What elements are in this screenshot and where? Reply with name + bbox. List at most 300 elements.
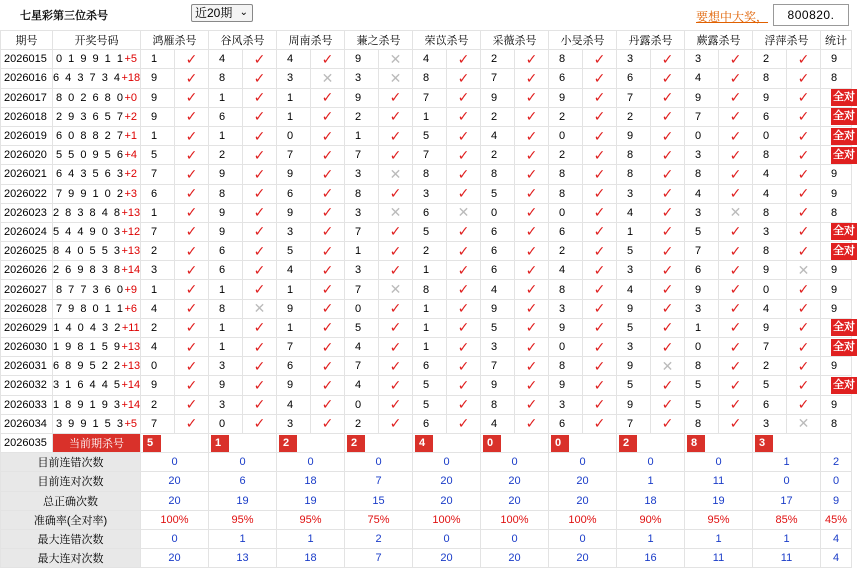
kill-number-badge: 0 [483, 435, 501, 452]
check-icon: ✓ [729, 108, 742, 125]
result-cell [243, 69, 277, 88]
check-icon: ✓ [457, 146, 470, 163]
result-cell [651, 50, 685, 69]
result-cell [447, 146, 481, 165]
kill-number-cell: 3 [753, 414, 787, 433]
kill-number-cell: 3 [209, 357, 243, 376]
check-icon: ✓ [797, 69, 810, 86]
check-icon: ✓ [253, 50, 266, 67]
table-row [1, 395, 852, 414]
result-cell [719, 338, 753, 357]
check-icon: ✓ [661, 165, 674, 182]
draw-sum: +18 [121, 72, 141, 85]
draw-number-cell [53, 88, 141, 107]
result-cell [787, 357, 821, 376]
column-header: 浮萍杀号 [753, 31, 821, 50]
result-cell [379, 318, 413, 337]
result-cell [515, 222, 549, 241]
check-icon: ✓ [797, 185, 810, 202]
all-correct-badge: 全对 [831, 128, 857, 145]
table-row [1, 69, 852, 88]
stats-label: 准确率(全对率) [1, 510, 141, 529]
result-cell [515, 165, 549, 184]
check-icon: ✓ [321, 108, 334, 125]
result-cell [243, 222, 277, 241]
result-cell [447, 203, 481, 222]
result-cell [311, 280, 345, 299]
kill-number-cell: 1 [413, 338, 447, 357]
result-cell [515, 88, 549, 107]
check-icon: ✓ [253, 165, 266, 182]
kill-number-cell: 3 [685, 146, 719, 165]
result-cell [311, 88, 345, 107]
result-cell [175, 184, 209, 203]
kill-number-cell: 3 [753, 222, 787, 241]
stat-cell: 9 [821, 50, 852, 69]
result-cell [583, 357, 617, 376]
kill-number-cell: 3 [685, 203, 719, 222]
result-cell [243, 146, 277, 165]
stats-total: 0 [821, 472, 852, 491]
table-row [1, 338, 852, 357]
current-stat-cell [821, 433, 852, 452]
result-cell [243, 318, 277, 337]
stats-label: 目前连错次数 [1, 453, 141, 472]
stat-cell [821, 376, 855, 395]
result-cell [651, 165, 685, 184]
period-cell: 2026034 [1, 414, 53, 433]
result-cell [583, 107, 617, 126]
result-cell [175, 88, 209, 107]
draw-number-cell [53, 299, 141, 318]
kill-number-cell: 5 [617, 318, 651, 337]
stats-value: 6 [209, 472, 277, 491]
kill-number-cell: 4 [481, 126, 515, 145]
result-cell [719, 50, 753, 69]
result-cell [447, 357, 481, 376]
kill-number-cell: 3 [345, 203, 379, 222]
current-kill-cell [617, 433, 685, 452]
cross-icon: ✕ [729, 204, 742, 221]
stats-label: 总正确次数 [1, 491, 141, 510]
check-icon: ✓ [525, 396, 538, 413]
result-cell [515, 299, 549, 318]
result-cell [719, 299, 753, 318]
kill-number-cell: 9 [617, 299, 651, 318]
stats-value: 20 [141, 491, 209, 510]
table-row [1, 280, 852, 299]
stats-value: 0 [685, 453, 753, 472]
check-icon: ✓ [321, 165, 334, 182]
result-cell [243, 261, 277, 280]
result-cell [379, 88, 413, 107]
check-icon: ✓ [797, 50, 810, 67]
kill-number-cell: 4 [549, 261, 583, 280]
result-cell [583, 376, 617, 395]
kill-number-cell: 3 [685, 50, 719, 69]
current-kill-cell [209, 433, 277, 452]
check-icon: ✓ [797, 300, 810, 317]
kill-number-cell: 0 [549, 126, 583, 145]
check-icon: ✓ [593, 185, 606, 202]
kill-number-cell: 2 [141, 242, 175, 261]
result-cell [787, 184, 821, 203]
period-select[interactable] [191, 4, 253, 22]
check-icon: ✓ [321, 415, 334, 432]
check-icon: ✓ [185, 223, 198, 240]
result-cell [447, 338, 481, 357]
result-cell [311, 184, 345, 203]
check-icon: ✓ [389, 376, 402, 393]
result-cell [379, 184, 413, 203]
result-cell [651, 338, 685, 357]
stat-cell: 9 [821, 395, 852, 414]
kill-number-cell: 0 [549, 338, 583, 357]
check-icon: ✓ [185, 146, 198, 163]
check-icon: ✓ [321, 146, 334, 163]
check-icon: ✓ [253, 357, 266, 374]
table-row [1, 318, 852, 337]
check-icon: ✓ [185, 300, 198, 317]
check-icon: ✓ [525, 146, 538, 163]
stats-value: 100% [481, 510, 549, 529]
kill-number-cell: 0 [141, 357, 175, 376]
draw-number-cell [53, 280, 141, 299]
result-cell [379, 222, 413, 241]
check-icon: ✓ [185, 165, 198, 182]
check-icon: ✓ [729, 50, 742, 67]
kill-number-cell: 7 [413, 146, 447, 165]
check-icon: ✓ [593, 319, 606, 336]
check-icon: ✓ [321, 50, 334, 67]
stats-value: 0 [209, 453, 277, 472]
check-icon: ✓ [321, 223, 334, 240]
check-icon: ✓ [593, 338, 606, 355]
stats-value: 90% [617, 510, 685, 529]
kill-number-cell: 5 [413, 126, 447, 145]
column-header: 采薇杀号 [481, 31, 549, 50]
draw-sum: +2 [124, 168, 138, 181]
kill-number-cell: 3 [617, 184, 651, 203]
kill-number-cell: 1 [277, 88, 311, 107]
kill-number-cell: 9 [549, 376, 583, 395]
result-cell [311, 395, 345, 414]
kill-number-cell: 6 [413, 357, 447, 376]
current-kill-cell [685, 433, 753, 452]
table-row [1, 126, 852, 145]
check-icon: ✓ [797, 223, 810, 240]
result-cell [311, 261, 345, 280]
check-icon: ✓ [457, 69, 470, 86]
kill-number-cell: 7 [141, 165, 175, 184]
check-icon: ✓ [185, 185, 198, 202]
result-cell [311, 50, 345, 69]
kill-number-cell: 8 [753, 69, 787, 88]
result-cell [175, 376, 209, 395]
kill-number-cell: 6 [481, 261, 515, 280]
stats-value: 15 [345, 491, 413, 510]
check-icon: ✓ [729, 396, 742, 413]
result-cell [515, 318, 549, 337]
kill-number-cell: 4 [141, 299, 175, 318]
check-icon: ✓ [457, 185, 470, 202]
stats-value: 1 [617, 529, 685, 548]
stat-cell [821, 338, 855, 357]
stats-total: 4 [821, 529, 852, 548]
check-icon: ✓ [797, 396, 810, 413]
column-header: 鸿雁杀号 [141, 31, 209, 50]
kill-number-cell: 0 [481, 203, 515, 222]
result-cell [651, 203, 685, 222]
check-icon: ✓ [389, 396, 402, 413]
kill-number-badge: 2 [347, 435, 365, 452]
kill-number-cell: 2 [413, 242, 447, 261]
draw-number-cell [53, 414, 141, 433]
result-cell [583, 414, 617, 433]
kill-number-cell: 4 [345, 376, 379, 395]
check-icon: ✓ [389, 319, 402, 336]
kill-number-badge: 8 [687, 435, 705, 452]
kill-number-badge: 2 [619, 435, 637, 452]
stats-row [1, 453, 852, 472]
draw-sum: +14 [121, 398, 141, 411]
period-cell: 2026033 [1, 395, 53, 414]
table-row [1, 165, 852, 184]
result-cell [719, 376, 753, 395]
draw-digits: 2 9 3 6 5 7 [55, 110, 125, 123]
check-icon: ✓ [661, 89, 674, 106]
check-icon: ✓ [661, 281, 674, 298]
result-cell [175, 107, 209, 126]
column-header: 荣苡杀号 [413, 31, 481, 50]
period-cell: 2026021 [1, 165, 53, 184]
promo-link[interactable]: 要想中大奖， [696, 10, 769, 24]
result-cell [651, 222, 685, 241]
kill-number-cell: 7 [345, 146, 379, 165]
stats-total: 9 [821, 491, 852, 510]
kill-number-cell: 1 [209, 338, 243, 357]
check-icon: ✓ [185, 357, 198, 374]
stats-value: 20 [413, 472, 481, 491]
kill-number-cell: 3 [141, 261, 175, 280]
check-icon: ✓ [593, 223, 606, 240]
period-cell: 2026030 [1, 338, 53, 357]
result-cell [175, 222, 209, 241]
kill-number-cell: 9 [209, 222, 243, 241]
result-cell [243, 126, 277, 145]
kill-number-cell: 1 [141, 280, 175, 299]
kill-number-cell: 8 [481, 165, 515, 184]
kill-number-cell: 2 [753, 357, 787, 376]
result-cell [379, 50, 413, 69]
kill-number-cell: 8 [209, 184, 243, 203]
check-icon: ✓ [457, 89, 470, 106]
kill-number-cell: 1 [141, 50, 175, 69]
result-cell [651, 376, 685, 395]
check-icon: ✓ [797, 242, 810, 259]
draw-number-cell [53, 184, 141, 203]
result-cell [175, 146, 209, 165]
kill-number-cell: 4 [753, 184, 787, 203]
result-cell [719, 242, 753, 261]
check-icon: ✓ [729, 242, 742, 259]
draw-number-cell [53, 203, 141, 222]
check-icon: ✓ [389, 261, 402, 278]
result-cell [719, 414, 753, 433]
stat-cell [821, 146, 855, 165]
result-cell [787, 69, 821, 88]
cross-icon: ✕ [661, 357, 674, 374]
check-icon: ✓ [321, 185, 334, 202]
current-period-row [1, 433, 852, 452]
result-cell [787, 242, 821, 261]
check-icon: ✓ [253, 127, 266, 144]
check-icon: ✓ [253, 185, 266, 202]
kill-number-cell: 3 [617, 50, 651, 69]
result-cell [787, 376, 821, 395]
stats-value: 100% [141, 510, 209, 529]
draw-sum: +13 [121, 245, 141, 258]
draw-digits: 2 8 3 8 4 8 [53, 206, 122, 219]
check-icon: ✓ [661, 242, 674, 259]
kill-number-cell: 9 [277, 299, 311, 318]
result-cell [175, 338, 209, 357]
stats-value: 19 [209, 491, 277, 510]
result-cell [583, 261, 617, 280]
result-cell [311, 242, 345, 261]
check-icon: ✓ [661, 319, 674, 336]
kill-number-cell: 8 [481, 395, 515, 414]
stats-value: 1 [277, 529, 345, 548]
kill-number-cell: 6 [277, 184, 311, 203]
result-cell [379, 261, 413, 280]
period-cell: 2026027 [1, 280, 53, 299]
stats-value: 20 [481, 472, 549, 491]
result-cell [515, 395, 549, 414]
result-cell [447, 318, 481, 337]
result-cell [651, 261, 685, 280]
kill-number-cell: 8 [549, 50, 583, 69]
check-icon: ✓ [593, 146, 606, 163]
kill-number-cell: 1 [413, 107, 447, 126]
result-cell [447, 242, 481, 261]
draw-number-cell [53, 318, 141, 337]
check-icon: ✓ [321, 281, 334, 298]
kill-number-cell: 8 [549, 184, 583, 203]
kill-number-cell: 3 [685, 299, 719, 318]
check-icon: ✓ [661, 204, 674, 221]
kill-number-cell: 7 [345, 280, 379, 299]
kill-number-cell: 4 [753, 299, 787, 318]
result-cell [719, 184, 753, 203]
check-icon: ✓ [253, 223, 266, 240]
check-icon: ✓ [253, 242, 266, 259]
stat-cell: 9 [821, 184, 852, 203]
kill-number-cell: 1 [345, 126, 379, 145]
stats-value: 20 [481, 549, 549, 568]
check-icon: ✓ [593, 281, 606, 298]
result-cell [719, 126, 753, 145]
kill-number-cell: 0 [277, 126, 311, 145]
kill-number-cell: 5 [685, 395, 719, 414]
result-cell [515, 69, 549, 88]
kill-number-cell: 9 [141, 376, 175, 395]
kill-number-cell: 8 [753, 146, 787, 165]
column-header: 蕨露杀号 [685, 31, 753, 50]
result-cell [243, 395, 277, 414]
stats-value: 0 [277, 453, 345, 472]
draw-number-cell [53, 395, 141, 414]
draw-number-cell [53, 261, 141, 280]
check-icon: ✓ [525, 242, 538, 259]
check-icon: ✓ [525, 127, 538, 144]
kill-number-cell: 9 [141, 69, 175, 88]
result-cell [583, 318, 617, 337]
period-cell: 2026023 [1, 203, 53, 222]
kill-number-cell: 9 [345, 88, 379, 107]
stats-value: 17 [753, 491, 821, 510]
check-icon: ✓ [797, 89, 810, 106]
check-icon: ✓ [321, 261, 334, 278]
result-cell [379, 414, 413, 433]
kill-number-cell: 4 [685, 69, 719, 88]
period-cell: 2026018 [1, 107, 53, 126]
result-cell [719, 203, 753, 222]
stat-cell: 8 [821, 203, 852, 222]
kill-number-cell: 6 [549, 222, 583, 241]
check-icon: ✓ [593, 50, 606, 67]
result-cell [583, 203, 617, 222]
result-cell [787, 88, 821, 107]
draw-number-cell [53, 222, 141, 241]
column-header: 开奖号码 [53, 31, 141, 50]
draw-sum: +14 [121, 264, 141, 277]
result-cell [719, 222, 753, 241]
kill-number-cell: 2 [617, 107, 651, 126]
result-cell [311, 165, 345, 184]
kill-number-badge: 1 [211, 435, 229, 452]
check-icon: ✓ [661, 50, 674, 67]
check-icon: ✓ [389, 300, 402, 317]
kill-number-cell: 1 [141, 126, 175, 145]
result-cell [651, 414, 685, 433]
result-cell [651, 318, 685, 337]
check-icon: ✓ [661, 376, 674, 393]
stats-value: 95% [209, 510, 277, 529]
result-cell [515, 261, 549, 280]
check-icon: ✓ [797, 146, 810, 163]
kill-number-cell: 7 [685, 107, 719, 126]
current-kill-cell [753, 433, 821, 452]
kill-number-badge: 2 [279, 435, 297, 452]
result-cell [719, 88, 753, 107]
kill-number-cell: 7 [141, 414, 175, 433]
kill-number-cell: 7 [481, 357, 515, 376]
all-correct-badge: 全对 [831, 223, 857, 240]
cross-icon: ✕ [389, 204, 402, 221]
check-icon: ✓ [525, 108, 538, 125]
kill-number-cell: 4 [141, 338, 175, 357]
kill-number-cell: 3 [209, 395, 243, 414]
kill-number-cell: 8 [549, 357, 583, 376]
result-cell [583, 338, 617, 357]
kill-number-cell: 7 [141, 222, 175, 241]
result-cell [651, 299, 685, 318]
result-cell [311, 69, 345, 88]
check-icon: ✓ [457, 242, 470, 259]
result-cell [583, 280, 617, 299]
table-row [1, 242, 852, 261]
